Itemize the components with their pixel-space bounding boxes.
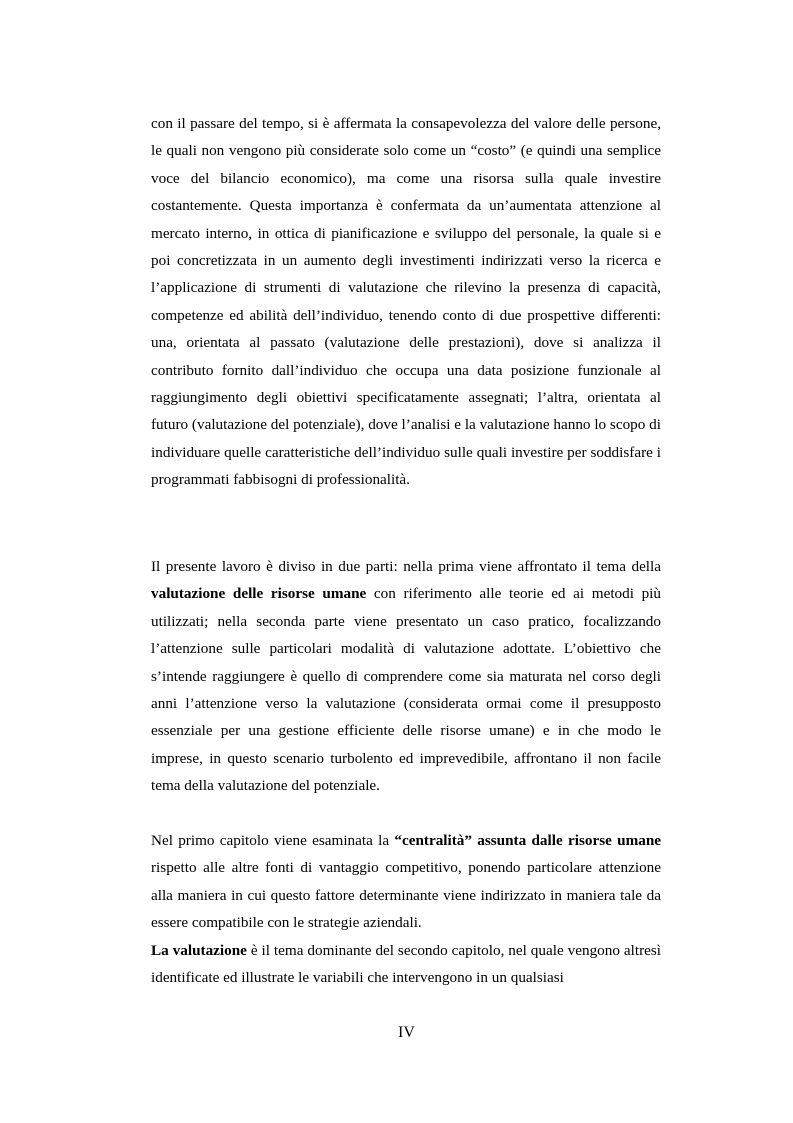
paragraph-1-text: con il passare del tempo, si è affermata la consapevolezza del valore delle persone, le quali non vengono più considerate solo come un “costo” (e quindi una semplice voce del bilancio economico), ma come una risorsa sulla quale investire costantemente. Questa importanza è confermata da un’aumentata attenzione al mercato interno, in ottica di pianificazione e sviluppo del personale, la quale si e poi concretizzata in un aumento degli investimenti indirizzati verso la ricerca e l’applicazione di strumenti di valutazione che rilevino la presenza di capacità, competenze ed abilità dell’individuo, tenendo conto di due prospettive differenti: una, orientata al passato (valutazione delle prestazioni), dove si analizza il contributo fornito dall’individuo che occupa una data posizione funzionale al raggiungimento degli obiettivi specificatamente assegnati; l’altra, orientata al futuro (valutazione del potenziale), dove l’analisi e la valutazione hanno lo scopo di individuare quelle caratteristiche dell’individuo sulle quali investire per soddisfare i programmati fabbisogni di professionalità. [151,115,661,489]
paragraph-4-bold-term: La valutazione [151,942,247,959]
body-paragraph-4 [151,937,661,992]
paragraph-2-text-end: con riferimento alle teorie ed ai metodi più utilizzati; nella seconda parte viene presentato un caso pratico, focalizzando l’attenzione sulle particolari modalità di valutazione adottate. L’obiettivo che s’intende raggiungere è quello di comprendere come sia maturata nel corso degli anni l’attenzione verso la valutazione (considerata ormai come il presupposto essenziale per una gestione efficiente delle risorse umane) e in che modo le imprese, in questo scenario turbolento ed imprevedibile, affrontano il non facile tema della valutazione del potenziale. [151,585,661,795]
page-number: IV [398,1024,415,1041]
body-paragraph-3 [151,827,661,937]
paragraph-3-text-start: Nel primo capitolo viene esaminata la [151,832,395,849]
paragraph-2-bold-term: valutazione delle risorse umane [151,585,367,603]
paragraph-4-text-end: è il tema dominante del secondo capitolo, nel quale vengono altresì identificate ed illustrate le variabili che intervengono in un qualsiasi [151,942,661,987]
paragraph-3-bold-term: “centralità” assunta dalle risorse umane [394,832,662,849]
body-paragraph-1 [151,110,661,494]
paragraph-2-text-start: Il presente lavoro è diviso in due parti: nella prima viene affrontato il tema della [151,558,661,575]
paragraph-3-text-end: rispetto alle altre fonti di vantaggio competitivo, ponendo particolare attenzione alla maniera in cui questo fattore determinante viene indirizzato in maniera tale da essere compatibile con le strategie aziendali. [151,859,661,932]
body-paragraph-2 [151,553,661,800]
